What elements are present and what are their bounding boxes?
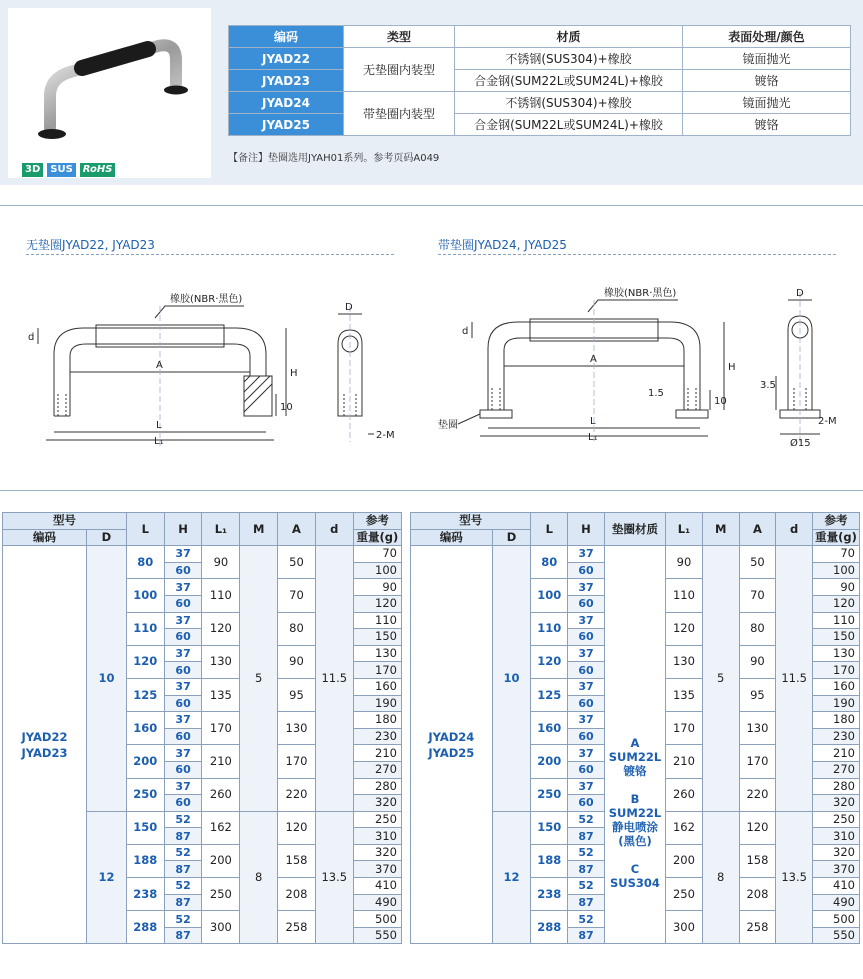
dim-2M: 2-M <box>376 430 395 441</box>
dim-3-5: 3.5 <box>760 380 776 391</box>
table-cell: 170 <box>278 745 316 778</box>
dim-A: A <box>156 360 163 371</box>
dim-L1: L₁ <box>154 436 164 447</box>
table-cell: 13.5 <box>776 811 813 944</box>
table-cell: 130 <box>813 645 860 662</box>
table-cell: 70 <box>739 579 776 612</box>
table-cell: 120 <box>353 595 401 612</box>
table-cell: 320 <box>813 844 860 861</box>
table-cell: 162 <box>202 811 240 844</box>
dim-d: d <box>28 332 35 343</box>
header-weight: 重量(g) <box>353 529 401 546</box>
table-cell: 288 <box>126 911 164 944</box>
dim-D: D <box>345 302 353 313</box>
header-d: d <box>776 513 813 546</box>
table-cell: 90 <box>353 579 401 596</box>
table-cell: 37 <box>568 645 605 662</box>
table-cell: 208 <box>278 878 316 911</box>
table-cell: 60 <box>164 795 202 812</box>
table-cell: 60 <box>568 562 605 579</box>
header-L1: L₁ <box>666 513 703 546</box>
table-cell: 280 <box>353 778 401 795</box>
table-cell: 80 <box>739 612 776 645</box>
table-cell: 250 <box>126 778 164 811</box>
spec-note: 【备注】垫圈选用JYAH01系列。参考页码A049 <box>228 153 440 164</box>
header-L: L <box>126 513 164 546</box>
spec-material: 不锈钢(SUS304)+橡胶 <box>455 92 683 114</box>
table-cell: 37 <box>164 712 202 729</box>
dim-10: 10 <box>714 396 727 407</box>
table-cell: 288 <box>531 911 568 944</box>
dim-L: L <box>590 416 596 427</box>
table-cell: 100 <box>813 562 860 579</box>
table-cell: 87 <box>164 861 202 878</box>
table-cell: 50 <box>739 546 776 579</box>
table-cell: 180 <box>353 712 401 729</box>
table-cell: 37 <box>568 546 605 563</box>
table-cell: 37 <box>568 678 605 695</box>
header-model: 型号 <box>3 513 127 530</box>
dim-phi15: Ø15 <box>790 438 811 449</box>
table-cell: 90 <box>739 645 776 678</box>
header-M: M <box>240 513 278 546</box>
table-cell: 220 <box>278 778 316 811</box>
table-cell: 170 <box>353 662 401 679</box>
left-drawing-title: 无垫圈JYAD22, JYAD23 <box>26 238 155 252</box>
table-cell: 220 <box>739 778 776 811</box>
table-cell: 80 <box>278 612 316 645</box>
spec-finish: 镜面抛光 <box>683 92 851 114</box>
spec-header-finish: 表面处理/颜色 <box>683 26 851 48</box>
dim-1-5: 1.5 <box>648 388 664 399</box>
table-cell: 550 <box>353 927 401 944</box>
header-code: 编码 <box>411 529 493 546</box>
table-cell: 500 <box>813 911 860 928</box>
table-cell: 370 <box>353 861 401 878</box>
table-cell: 90 <box>278 645 316 678</box>
table-cell: 162 <box>666 811 703 844</box>
table-cell: 60 <box>568 795 605 812</box>
table-cell: 280 <box>813 778 860 795</box>
table-cell: 70 <box>278 579 316 612</box>
table-cell: 130 <box>739 712 776 745</box>
table-cell: 60 <box>164 761 202 778</box>
table-cell: 158 <box>278 844 316 877</box>
table-cell: 37 <box>568 612 605 629</box>
table-cell: 210 <box>353 745 401 762</box>
table-cell: 258 <box>278 911 316 944</box>
table-cell: 110 <box>531 612 568 645</box>
table-cell: 100 <box>531 579 568 612</box>
table-cell: 230 <box>353 728 401 745</box>
table-cell: JYAD22 JYAD23 <box>3 546 87 944</box>
table-cell: 320 <box>813 795 860 812</box>
table-cell: 120 <box>278 811 316 844</box>
table-cell: 160 <box>813 678 860 695</box>
table-cell: 37 <box>568 778 605 795</box>
table-cell: 135 <box>666 678 703 711</box>
table-cell: 60 <box>568 695 605 712</box>
table-cell: 160 <box>531 712 568 745</box>
table-cell: JYAD24 JYAD25 <box>411 546 493 944</box>
table-cell: 250 <box>813 811 860 828</box>
table-cell: 95 <box>739 678 776 711</box>
table-cell: 8 <box>702 811 739 944</box>
spec-finish: 镜面抛光 <box>683 48 851 70</box>
table-cell: 52 <box>164 911 202 928</box>
table-cell: 37 <box>164 546 202 563</box>
table-cell: 13.5 <box>315 811 353 944</box>
spec-header-code: 编码 <box>229 26 344 48</box>
table-cell: 160 <box>353 678 401 695</box>
table-cell: 120 <box>202 612 240 645</box>
table-cell: 52 <box>164 878 202 895</box>
dim-H: H <box>728 362 736 373</box>
spec-table <box>228 25 851 136</box>
table-cell: 37 <box>164 579 202 596</box>
table-cell: 12 <box>492 811 531 944</box>
table-cell <box>604 546 665 944</box>
table-cell: 370 <box>813 861 860 878</box>
table-cell: 210 <box>813 745 860 762</box>
table-cell: 120 <box>666 612 703 645</box>
table-cell: 8 <box>240 811 278 944</box>
table-cell: 130 <box>666 645 703 678</box>
header-code: 编码 <box>3 529 87 546</box>
table-cell: 500 <box>353 911 401 928</box>
spec-material: 不锈钢(SUS304)+橡胶 <box>455 48 683 70</box>
table-cell: 110 <box>202 579 240 612</box>
table-cell: 158 <box>739 844 776 877</box>
table-cell: 260 <box>202 778 240 811</box>
table-cell: 60 <box>568 662 605 679</box>
table-cell: 37 <box>164 745 202 762</box>
spec-code: JYAD22 <box>229 48 344 70</box>
3d-badge: 3D <box>22 163 43 177</box>
table-row <box>3 546 402 563</box>
table-cell: 150 <box>813 629 860 646</box>
table-cell: 270 <box>353 761 401 778</box>
table-cell: 320 <box>353 795 401 812</box>
table-cell: 87 <box>164 894 202 911</box>
table-cell: 125 <box>531 678 568 711</box>
dimension-table-right <box>410 512 860 944</box>
table-cell: 150 <box>531 811 568 844</box>
table-cell: 170 <box>202 712 240 745</box>
table-cell: 12 <box>87 811 127 944</box>
dim-A: A <box>590 354 597 365</box>
handle-photo-icon <box>8 8 211 178</box>
table-cell: 150 <box>353 629 401 646</box>
table-cell: 410 <box>813 878 860 895</box>
dim-d: d <box>462 326 469 337</box>
table-cell: 60 <box>568 595 605 612</box>
table-cell: 87 <box>568 894 605 911</box>
table-cell: 37 <box>568 712 605 729</box>
table-cell: 310 <box>353 828 401 845</box>
table-cell: 110 <box>666 579 703 612</box>
table-cell: 200 <box>126 745 164 778</box>
table-cell: 120 <box>126 645 164 678</box>
table-cell: 52 <box>568 811 605 828</box>
table-cell: 90 <box>666 546 703 579</box>
mat-b: B SUM22L 静电喷涂 (黑色) <box>608 792 662 849</box>
table-cell: 188 <box>531 844 568 877</box>
spec-code: JYAD23 <box>229 70 344 92</box>
product-photo <box>8 8 211 178</box>
table-cell: 230 <box>813 728 860 745</box>
spec-material: 合金钢(SUM22L或SUM24L)+橡胶 <box>455 114 683 136</box>
table-cell: 60 <box>568 728 605 745</box>
table-cell: 5 <box>702 546 739 812</box>
table-cell: 110 <box>126 612 164 645</box>
header-H: H <box>568 513 605 546</box>
table-cell: 550 <box>813 927 860 944</box>
table-cell: 80 <box>531 546 568 579</box>
table-cell: 87 <box>164 828 202 845</box>
table-cell: 52 <box>568 911 605 928</box>
table-cell: 100 <box>353 562 401 579</box>
header-D: D <box>87 529 127 546</box>
table-cell: 300 <box>202 911 240 944</box>
table-cell: 130 <box>353 645 401 662</box>
table-cell: 37 <box>164 778 202 795</box>
table-cell: 170 <box>739 745 776 778</box>
table-cell: 90 <box>813 579 860 596</box>
drawing-panel <box>0 205 863 491</box>
header-M: M <box>702 513 739 546</box>
table-cell: 120 <box>531 645 568 678</box>
header-washer-material: 垫圈材质 <box>604 513 665 546</box>
table-cell: 490 <box>813 894 860 911</box>
table-cell: 150 <box>126 811 164 844</box>
header-d: d <box>315 513 353 546</box>
table-cell: 210 <box>666 745 703 778</box>
dim-10: 10 <box>280 402 293 413</box>
table-cell: 87 <box>568 828 605 845</box>
mat-a: A SUM22L 镀铬 <box>608 736 662 779</box>
table-cell: 270 <box>813 761 860 778</box>
table-cell: 10 <box>492 546 531 812</box>
table-cell: 130 <box>278 712 316 745</box>
spec-type: 无垫圈内装型 <box>344 48 455 92</box>
header-A: A <box>278 513 316 546</box>
table-cell: 37 <box>568 745 605 762</box>
table-cell: 60 <box>164 629 202 646</box>
table-cell: 258 <box>739 911 776 944</box>
table-cell: 95 <box>278 678 316 711</box>
table-cell: 5 <box>240 546 278 812</box>
table-cell: 410 <box>353 878 401 895</box>
dim-H: H <box>290 368 298 379</box>
table-cell: 208 <box>739 878 776 911</box>
table-cell: 490 <box>353 894 401 911</box>
table-cell: 110 <box>353 612 401 629</box>
table-cell: 210 <box>202 745 240 778</box>
table-cell: 80 <box>126 546 164 579</box>
spec-finish: 镀铬 <box>683 70 851 92</box>
washer-label: 垫圈 <box>438 420 458 431</box>
right-drawing-title: 带垫圈JYAD24, JYAD25 <box>438 238 567 252</box>
table-cell: 70 <box>353 546 401 563</box>
table-cell: 160 <box>126 712 164 745</box>
table-cell: 60 <box>164 562 202 579</box>
rubber-label: 橡胶(NBR·黑色) <box>170 294 243 305</box>
table-cell: 87 <box>568 927 605 944</box>
dim-L: L <box>156 420 162 431</box>
table-cell: 320 <box>353 844 401 861</box>
dim-D: D <box>796 288 804 299</box>
table-cell: 50 <box>278 546 316 579</box>
table-cell: 188 <box>126 844 164 877</box>
table-cell: 110 <box>813 612 860 629</box>
table-cell: 120 <box>813 595 860 612</box>
table-cell: 37 <box>164 678 202 695</box>
dim-L1: L₁ <box>588 432 598 443</box>
header-L: L <box>531 513 568 546</box>
table-cell: 87 <box>164 927 202 944</box>
header-H: H <box>164 513 202 546</box>
rubber-label: 橡胶(NBR·黑色) <box>604 288 677 299</box>
table-cell: 52 <box>164 844 202 861</box>
table-cell: 190 <box>813 695 860 712</box>
table-cell: 170 <box>666 712 703 745</box>
table-cell: 300 <box>666 911 703 944</box>
table-cell: 87 <box>568 861 605 878</box>
table-cell: 238 <box>126 878 164 911</box>
table-cell: 52 <box>568 878 605 895</box>
sus-badge: SUS <box>47 163 76 177</box>
dim-2M: 2-M <box>818 416 837 427</box>
header-ref: 参考 <box>813 513 860 530</box>
table-cell: 90 <box>202 546 240 579</box>
table-cell: 52 <box>568 844 605 861</box>
rohs-badge: RoHS <box>80 163 116 177</box>
table-cell: 250 <box>353 811 401 828</box>
spec-finish: 镀铬 <box>683 114 851 136</box>
table-cell: 250 <box>666 878 703 911</box>
table-row <box>411 546 860 563</box>
table-cell: 37 <box>164 612 202 629</box>
table-cell: 250 <box>202 878 240 911</box>
table-cell: 190 <box>353 695 401 712</box>
table-cell: 60 <box>164 595 202 612</box>
spec-type: 带垫圈内装型 <box>344 92 455 136</box>
table-cell: 180 <box>813 712 860 729</box>
spec-material: 合金钢(SUM22L或SUM24L)+橡胶 <box>455 70 683 92</box>
technical-drawing <box>0 206 863 492</box>
table-cell: 70 <box>813 546 860 563</box>
table-cell: 52 <box>164 811 202 828</box>
table-cell: 250 <box>531 778 568 811</box>
table-cell: 130 <box>202 645 240 678</box>
header-D: D <box>492 529 531 546</box>
table-cell: 200 <box>202 844 240 877</box>
header-ref: 参考 <box>353 513 401 530</box>
table-cell: 60 <box>568 629 605 646</box>
table-cell: 125 <box>126 678 164 711</box>
table-cell: 10 <box>87 546 127 812</box>
header-model: 型号 <box>411 513 531 530</box>
table-cell: 170 <box>813 662 860 679</box>
spec-code: JYAD24 <box>229 92 344 114</box>
header-weight: 重量(g) <box>813 529 860 546</box>
table-cell: 37 <box>568 579 605 596</box>
spec-header-type: 类型 <box>344 26 455 48</box>
spec-code: JYAD25 <box>229 114 344 136</box>
table-cell: 200 <box>666 844 703 877</box>
table-cell: 60 <box>164 695 202 712</box>
table-cell: 100 <box>126 579 164 612</box>
table-cell: 260 <box>666 778 703 811</box>
table-cell: 37 <box>164 645 202 662</box>
table-cell: 60 <box>164 662 202 679</box>
table-cell: 310 <box>813 828 860 845</box>
header-A: A <box>739 513 776 546</box>
table-cell: 135 <box>202 678 240 711</box>
table-cell: 60 <box>164 728 202 745</box>
spec-header-material: 材质 <box>455 26 683 48</box>
table-cell: 11.5 <box>315 546 353 812</box>
table-cell: 200 <box>531 745 568 778</box>
header-L1: L₁ <box>202 513 240 546</box>
table-cell: 60 <box>568 761 605 778</box>
table-cell: 11.5 <box>776 546 813 812</box>
table-cell: 238 <box>531 878 568 911</box>
table-cell: 120 <box>739 811 776 844</box>
dimension-table-left <box>2 512 402 944</box>
mat-c: C SUS304 <box>610 862 660 891</box>
